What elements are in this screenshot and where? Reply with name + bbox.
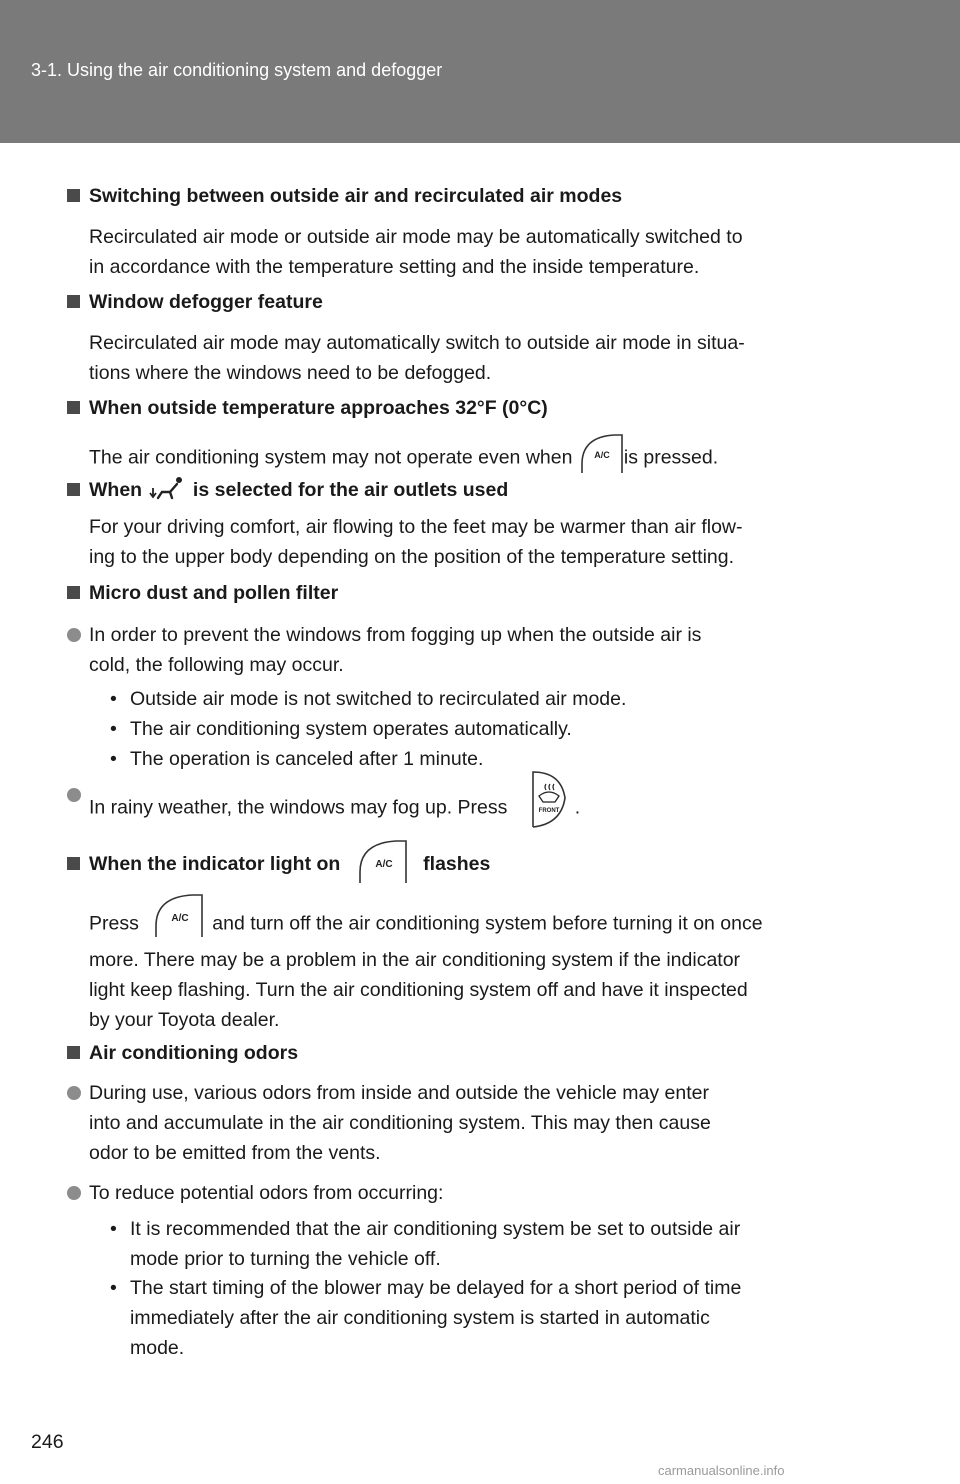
para-outlets: For your driving comfort, air flowing to the feet may be warmer than air flow- ing to the upper body depending on the position of the temperature setting.: [89, 516, 743, 568]
square-bullet-icon: [67, 295, 80, 308]
heading-defogger: Window defogger feature: [67, 291, 323, 314]
odors-bullet-1: During use, various odors from inside and outside the vehicle may enter into and accumulate in the air conditioning system. This may then cause odor to be emitted from the vents.: [67, 1078, 864, 1168]
para-defogger: Recirculated air mode may automatically switch to outside air mode in situa- tions where the windows need to be defogged.: [89, 332, 745, 384]
ac-button-icon: [152, 894, 204, 947]
filter-bullet-1: In order to prevent the windows from fogging up when the outside air is cold, the following may occur.: [67, 620, 864, 680]
ac-button-icon: [578, 434, 624, 483]
feet-airflow-icon: [148, 476, 188, 506]
para-indicator-1: Press A/C and turn off the air conditioning system before turning it on once: [89, 902, 864, 947]
filter-bullet-2: In rainy weather, the windows may fog up. Press FRONT .: [67, 780, 864, 820]
heading-indicator: When the indicator light on A/C flashes: [67, 840, 490, 890]
odors-sub-1: • It is recommended that the air conditioning system be set to outside air mode prior to turning the vehicle off.: [110, 1218, 741, 1270]
heading-odors: Air conditioning odors: [67, 1042, 298, 1065]
para-indicator-2: more. There may be a problem in the air conditioning system if the indicator light keep flashing. Turn the air conditioning system off and have it inspected by your Toyota dealer.: [89, 949, 748, 1031]
front-defogger-button-icon: [525, 768, 569, 837]
square-bullet-icon: [67, 189, 80, 202]
round-bullet-icon: [67, 1086, 81, 1100]
section-title: 3-1. Using the air conditioning system and defogger: [31, 60, 443, 80]
heading-switching: Switching between outside air and recirculated air modes: [67, 185, 622, 208]
page-number: 246: [31, 1431, 64, 1453]
svg-text:A/C: A/C: [375, 859, 393, 870]
page-header: [0, 0, 960, 143]
odors-sub-2: • The start timing of the blower may be delayed for a short period of time immediately after the air conditioning system is started in automatic mode.: [110, 1277, 742, 1359]
heading-outlets: When is selected for the air outlets used: [67, 476, 508, 506]
square-bullet-icon: [67, 483, 80, 496]
round-bullet-icon: [67, 1186, 81, 1200]
square-bullet-icon: [67, 1046, 80, 1059]
odors-bullet-2: To reduce potential odors from occurring:: [67, 1178, 864, 1208]
square-bullet-icon: [67, 401, 80, 414]
heading-filter: Micro dust and pollen filter: [67, 582, 338, 605]
square-bullet-icon: [67, 857, 80, 870]
watermark-text: carmanualsonline.info: [658, 1463, 785, 1478]
para-cold: The air conditioning system may not operate even when A/C is pressed.: [89, 434, 864, 483]
para-switching: Recirculated air mode or outside air mode may be automatically switched to in accordance with the temperature setting and the inside temperature.: [89, 226, 743, 278]
ac-button-icon: [356, 840, 408, 890]
svg-text:A/C: A/C: [171, 913, 189, 924]
round-bullet-icon: [67, 628, 81, 642]
square-bullet-icon: [67, 586, 80, 599]
round-bullet-icon: [67, 788, 81, 802]
svg-text:FRONT: FRONT: [538, 808, 560, 814]
svg-text:A/C: A/C: [594, 450, 610, 460]
heading-cold: When outside temperature approaches 32°F (0°C): [67, 397, 548, 420]
